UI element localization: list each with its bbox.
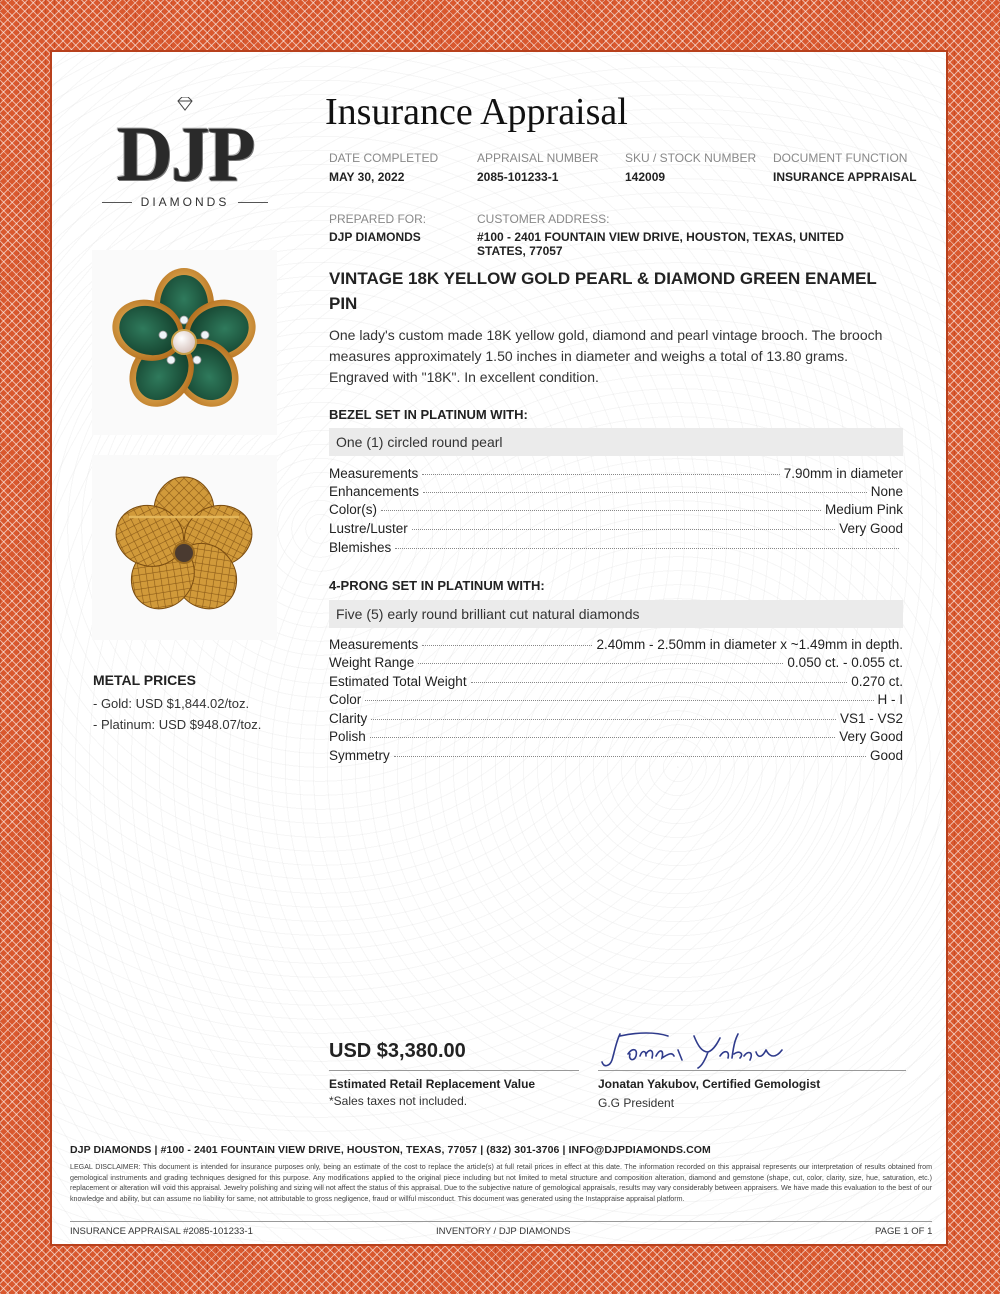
- spec-key: Enhancements: [329, 484, 420, 499]
- spec-value: VS1 - VS2: [839, 711, 903, 726]
- spec-key: Color(s): [329, 502, 378, 517]
- footer-appraisal-id: INSURANCE APPRAISAL #2085-101233-1: [70, 1226, 253, 1237]
- spec-value: Medium Pink: [824, 502, 903, 517]
- pearl-spec-row: [329, 484, 903, 502]
- signature-image: [598, 1028, 798, 1072]
- footer-rule: [70, 1221, 932, 1222]
- logo-letters: DJP: [116, 110, 254, 197]
- tax-note: *Sales taxes not included.: [329, 1094, 468, 1108]
- footer-inventory: INVENTORY / DJP DIAMONDS: [436, 1226, 571, 1237]
- diamond-spec-row: [329, 637, 903, 655]
- pearl-spec-row: [329, 466, 903, 484]
- spec-value: Good: [869, 748, 903, 763]
- platinum-price: - Platinum: USD $948.07/toz.: [93, 717, 262, 732]
- gemologist-name: Jonatan Yakubov, Certified Gemologist: [598, 1077, 821, 1091]
- document-function-value: INSURANCE APPRAISAL: [773, 170, 917, 184]
- gold-price: - Gold: USD $1,844.02/toz.: [93, 696, 250, 711]
- diamond-spec-row: [329, 692, 903, 710]
- document-function-label: DOCUMENT FUNCTION: [773, 151, 908, 165]
- item-title-line2: PIN: [329, 294, 358, 313]
- brooch-back-photo: [92, 455, 277, 640]
- spec-key: Estimated Total Weight: [329, 674, 467, 689]
- spec-key: Symmetry: [329, 748, 390, 763]
- signature-rule: [598, 1070, 906, 1071]
- brooch-front-photo: [92, 250, 277, 435]
- item-title: [329, 266, 904, 316]
- diamond-section-heading: 4-PRONG SET IN PLATINUM WITH:: [329, 578, 545, 593]
- date-completed-label: DATE COMPLETED: [329, 151, 439, 165]
- date-completed-value: MAY 30, 2022: [329, 170, 405, 184]
- spec-key: Weight Range: [329, 655, 415, 670]
- item-title-line1: VINTAGE 18K YELLOW GOLD PEARL & DIAMOND GREEN ENAMEL: [329, 269, 877, 288]
- pearl-summary-bar: One (1) circled round pearl: [329, 428, 903, 456]
- appraisal-number-value: 2085-101233-1: [477, 170, 559, 184]
- value-label: Estimated Retail Replacement Value: [329, 1077, 536, 1091]
- spec-key: Lustre/Luster: [329, 521, 408, 536]
- spec-value: Very Good: [839, 521, 903, 536]
- footer-page-number: PAGE 1 OF 1: [875, 1226, 933, 1237]
- diamond-spec-row: [329, 655, 903, 673]
- djp-logo: [100, 97, 270, 217]
- spec-key: Measurements: [329, 466, 419, 481]
- pearl-section-heading: BEZEL SET IN PLATINUM WITH:: [329, 407, 528, 422]
- spec-key: Clarity: [329, 711, 368, 726]
- metal-prices-heading: METAL PRICES: [93, 672, 196, 688]
- diamond-spec-row: [329, 748, 903, 766]
- pearl-spec-row: [329, 540, 903, 558]
- customer-address-line1: #100 - 2401 FOUNTAIN VIEW DRIVE, HOUSTON, TEXAS, UNITED: [477, 230, 844, 244]
- customer-address-label: CUSTOMER ADDRESS:: [477, 212, 610, 226]
- spec-value: H - I: [877, 692, 903, 707]
- spec-key: Polish: [329, 729, 366, 744]
- appraised-value: USD $3,380.00: [329, 1040, 466, 1062]
- spec-value: 0.050 ct. - 0.055 ct.: [787, 655, 903, 670]
- appraisal-number-label: APPRAISAL NUMBER: [477, 151, 599, 165]
- spec-key: Color: [329, 692, 362, 707]
- prepared-for-value: DJP DIAMONDS: [329, 230, 421, 244]
- gemologist-title: G.G President: [598, 1096, 675, 1110]
- sku-label: SKU / STOCK NUMBER: [625, 151, 757, 165]
- diamond-spec-row: [329, 674, 903, 692]
- pearl-spec-row: [329, 502, 903, 520]
- diamond-spec-row: [329, 711, 903, 729]
- customer-address-line2: STATES, 77057: [477, 244, 563, 258]
- spec-value: 7.90mm in diameter: [783, 466, 903, 481]
- prepared-for-label: PREPARED FOR:: [329, 212, 427, 226]
- spec-value: None: [870, 484, 903, 499]
- spec-key: Blemishes: [329, 540, 392, 555]
- footer-contact: DJP DIAMONDS | #100 - 2401 FOUNTAIN VIEW DRIVE, HOUSTON, TEXAS, 77057 | (832) 301-3706 | INFO@DJPDIAMONDS.COM: [70, 1144, 711, 1156]
- diamond-spec-row: [329, 729, 903, 747]
- logo-subtitle: DIAMONDS: [100, 195, 270, 209]
- legal-disclaimer: LEGAL DISCLAIMER: This document is intended for insurance purposes only, being an estimate of the cost to replace the article(s) at full retail prices in effect at this date. The information recorded on this appraisal represents our interpretation of results obtained from gemological instruments and grading techniques designed for this purpose. Any modifications applied to the original piece including but not limited to metal structure and composition alteration, diamond and gemstone (shape, cut, color, clarity, size, hue, saturation, etc.) replacement or alteration will void this appraisal. Jewelry polishing and sizing will not affect the status of this appraisal. Due to the subjective nature of gemological appraisals, results may vary considerably between appraisers. We have made this evaluation to the best of our knowledge and ability, but can assume no liability for same, not attributable to gross negligence, fraud or willful misconduct. This document was generated using the Instappraise appraisal platform.: [70, 1163, 932, 1203]
- diamond-summary-bar: Five (5) early round brilliant cut natural diamonds: [329, 600, 903, 628]
- pearl-spec-row: [329, 521, 903, 539]
- spec-value: 0.270 ct.: [851, 674, 903, 689]
- sku-value: 142009: [625, 170, 666, 184]
- value-rule: [329, 1070, 579, 1071]
- spec-value: 2.40mm - 2.50mm in diameter x ~1.49mm in depth.: [596, 637, 903, 652]
- spec-value: Very Good: [839, 729, 903, 744]
- item-description: One lady's custom made 18K yellow gold, diamond and pearl vintage brooch. The brooch measures approximately 1.50 inches in diameter and weighs a total of 13.80 grams. Engraved with "18K". In excellent condition.: [329, 327, 883, 385]
- spec-key: Measurements: [329, 637, 419, 652]
- document-title: Insurance Appraisal: [325, 91, 628, 133]
